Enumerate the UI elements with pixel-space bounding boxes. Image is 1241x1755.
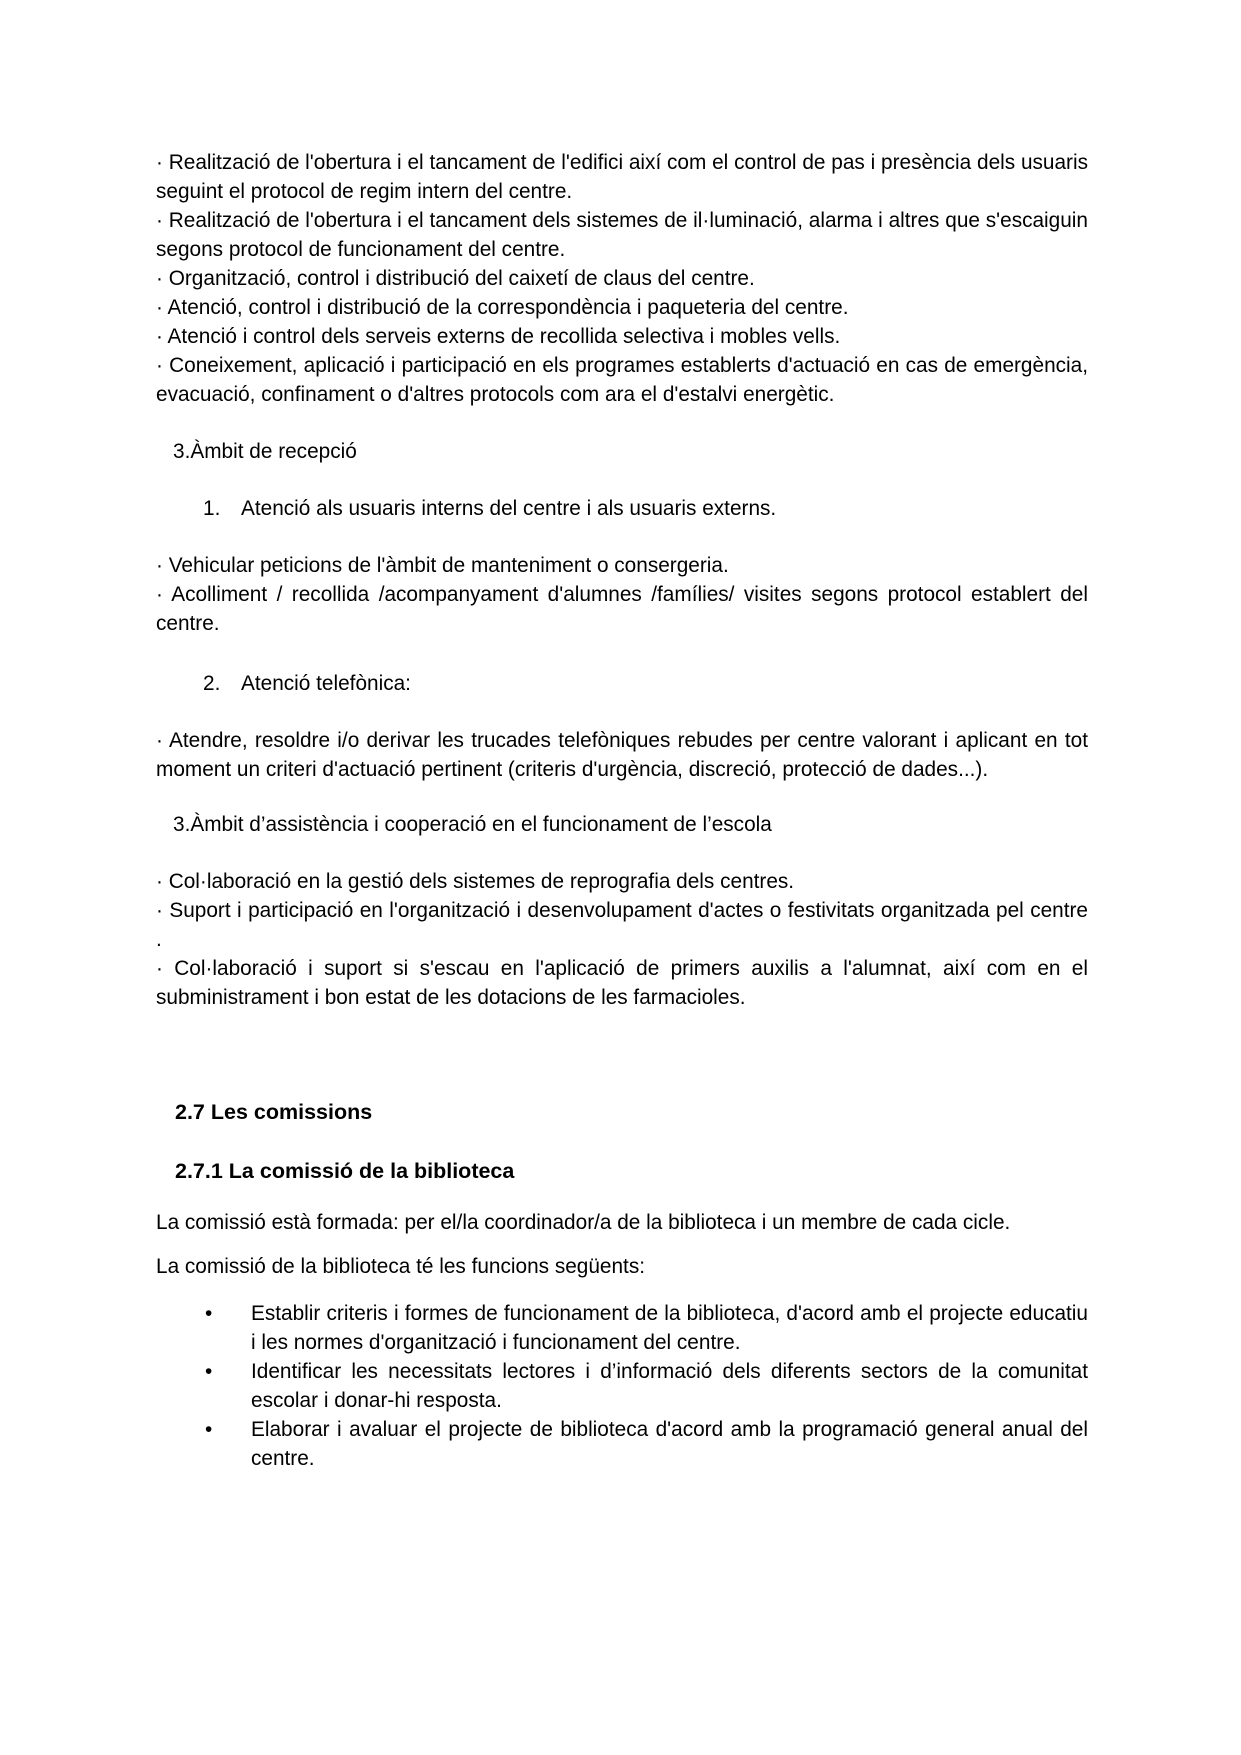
numbered-item-text: Atenció als usuaris interns del centre i als usuaris externs. [241, 497, 777, 520]
paragraph-funcions-intro: La comissió de la biblioteca té les funcions següents: [156, 1255, 646, 1278]
list-item-text: Establir criteris i formes de funcionament de la biblioteca, d'acord amb el projecte educatiu i les normes d'organització i funcionament del centre. [251, 1302, 1088, 1354]
list-number: 2. [203, 672, 221, 695]
list-item [156, 1299, 1088, 1357]
section-heading-assistencia: 3.Àmbit d’assistència i cooperació en el funcionament de l’escola [173, 813, 772, 836]
list-item [156, 1357, 1088, 1415]
duty-item: · Atenció, control i distribució de la correspondència i paqueteria del centre. [156, 296, 849, 319]
duty-item: · Organització, control i distribució del caixetí de claus del centre. [156, 267, 755, 290]
biblioteca-functions-list [156, 1299, 1088, 1473]
list-item [156, 1415, 1088, 1473]
telefonica-duties-block [156, 726, 1088, 784]
numbered-item-1 [156, 494, 1088, 523]
bullet-icon: • [205, 1418, 213, 1441]
intro-duties-block [156, 148, 1088, 409]
bullet-icon: • [205, 1360, 213, 1383]
duty-item: · Acolliment / recollida /acompanyament d'alumnes /famílies/ visites segons protocol establert del centre. [156, 583, 1088, 635]
duty-item: · Suport i participació en l'organització i desenvolupament d'actes o festivitats organitzada pel centre . [156, 899, 1088, 951]
duty-item: · Col·laboració en la gestió dels sistemes de reprografia dels centres. [156, 870, 795, 893]
duty-item: · Col·laboració i suport si s'escau en l'aplicació de primers auxilis a l'alumnat, així com en el subministrament i bon estat de les dotacions de les farmacioles. [156, 957, 1088, 1009]
list-number: 1. [203, 497, 221, 520]
duty-item: · Realització de l'obertura i el tancament de l'edifici així com el control de pas i presència dels usuaris seguint el protocol de regim intern del centre. [156, 151, 1088, 203]
numbered-item-text: Atenció telefònica: [241, 672, 411, 695]
list-item-text: Identificar les necessitats lectores i d’informació dels diferents sectors de la comunitat escolar i donar-hi resposta. [251, 1360, 1088, 1412]
paragraph-comissio-formada: La comissió està formada: per el/la coordinador/a de la biblioteca i un membre de cada cicle. [156, 1211, 1011, 1234]
section-heading-recepcio: 3.Àmbit de recepció [173, 440, 357, 463]
duty-item: · Realització de l'obertura i el tancament dels sistemes de il·luminació, alarma i altres que s'escaiguin segons protocol de funcionament del centre. [156, 209, 1088, 261]
duty-item: · Atenció i control dels serveis externs de recollida selectiva i mobles vells. [156, 325, 841, 348]
heading-les-comissions: 2.7 Les comissions [175, 1100, 373, 1124]
duty-item: · Vehicular peticions de l'àmbit de manteniment o consergeria. [156, 554, 729, 577]
assistencia-duties-block [156, 867, 1088, 1012]
recepcio-duties-block [156, 551, 1088, 638]
duty-item: · Coneixement, aplicació i participació en els programes establerts d'actuació en cas de emergència, evacuació, confinament o d'altres protocols com ara el d'estalvi energètic. [156, 354, 1088, 406]
bullet-icon: • [205, 1302, 213, 1325]
numbered-item-2 [156, 669, 1088, 698]
duty-item: · Atendre, resoldre i/o derivar les trucades telefòniques rebudes per centre valorant i aplicant en tot moment un criteri d'actuació pertinent (criteris d'urgència, discreció, protecció de dades...). [156, 729, 1088, 781]
heading-comissio-biblioteca: 2.7.1 La comissió de la biblioteca [175, 1159, 515, 1183]
list-item-text: Elaborar i avaluar el projecte de biblioteca d'acord amb la programació general anual del centre. [251, 1418, 1088, 1470]
page-content [156, 148, 1088, 1473]
